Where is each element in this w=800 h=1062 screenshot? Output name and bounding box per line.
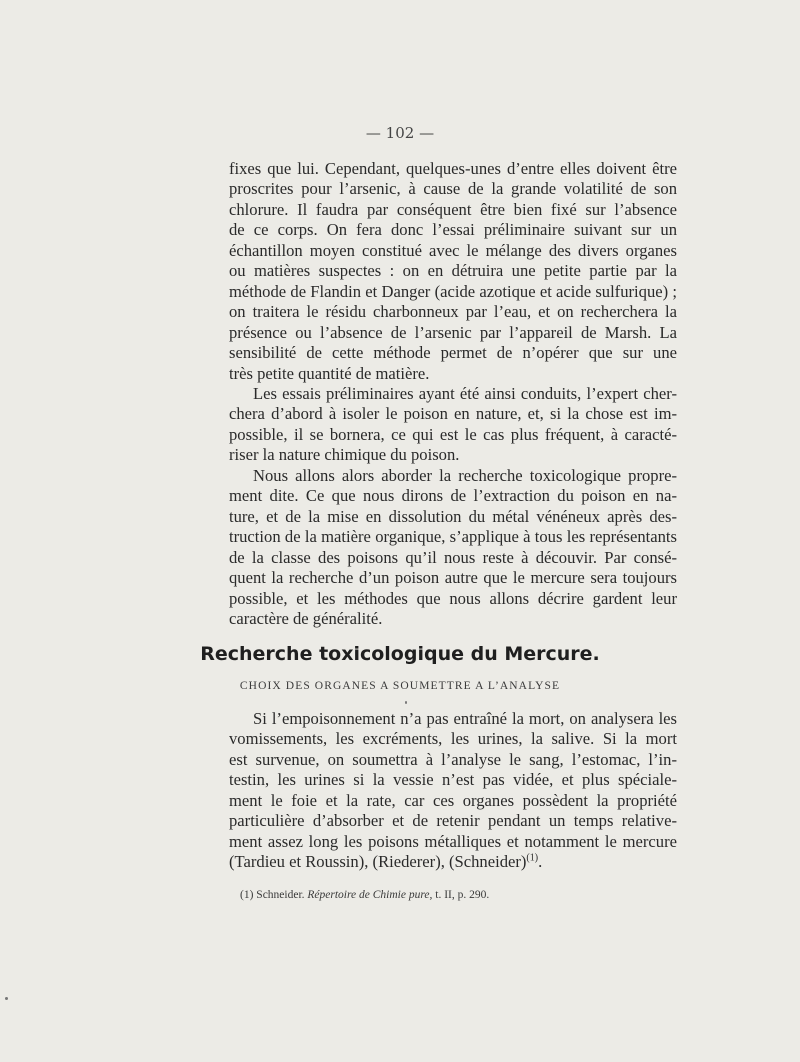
footnote (240, 889, 489, 901)
section-subheading: CHOIX DES ORGANES A SOUMETTRE A L’ANALYSE (239, 680, 561, 692)
text-line: particulière d’absorber et de retenir pendant un temps relative- (229, 811, 677, 831)
text-line: chlorure. Il faudra par conséquent être bien fixé sur l’absence (229, 199, 677, 219)
text-line: caractère de généralité. (229, 608, 383, 628)
text-line: possible, et les méthodes que nous allons décrire gardent leur (229, 588, 677, 608)
body-text-bottom (229, 709, 677, 873)
text-line-content: (Tardieu et Roussin), (Riederer), (Schneider) (229, 852, 527, 872)
text-line: truction de la matière organique, s’applique à tous les représentants (229, 527, 677, 547)
text-line: ou matières suspectes : on en détruira une petite partie par la (229, 261, 677, 281)
text-line: de ce corps. On fera donc l’essai préliminaire suivant sur un (229, 220, 677, 240)
paper-speck (405, 701, 407, 704)
text-line: riser la nature chimique du poison. (229, 445, 460, 465)
text-line-with-footnote-ref (229, 852, 677, 872)
text-line: présence ou l’absence de l’arsenic par l’appareil de Marsh. La (229, 322, 677, 342)
text-line: Nous allons alors aborder la recherche toxicologique propre- (253, 465, 677, 485)
paper-speck (5, 997, 8, 1000)
text-line: de la classe des poisons qu’il nous reste à découvir. Par consé- (229, 547, 677, 567)
text-line-period: . (538, 852, 543, 872)
text-line: ment dite. Ce que nous dirons de l’extraction du poison en na- (229, 486, 677, 506)
page-number: — 102 — (365, 124, 435, 142)
section-title: Recherche toxicologique du Mercure. (200, 643, 600, 665)
text-line: fixes que lui. Cependant, quelques-unes d’entre elles doivent être (229, 159, 677, 178)
body-text-top (229, 159, 677, 629)
text-line: méthode de Flandin et Danger (acide azotique et acide sulfurique) ; (229, 281, 677, 301)
text-line: quent la recherche d’un poison autre que le mercure sera toujours (229, 568, 677, 588)
text-line: très petite quantité de matière. (229, 363, 430, 383)
text-line: Les essais préliminaires ayant été ainsi conduits, l’expert cher- (253, 383, 677, 403)
text-line: proscrites pour l’arsenic, à cause de la grande volatilité de son (229, 179, 677, 199)
text-line: échantillon moyen constitué avec le mélange des divers organes (229, 240, 677, 260)
text-line: ment le foie et la rate, car ces organes possèdent la propriété (229, 790, 677, 810)
text-line: chera d’abord à isoler le poison en nature, et, si la chose est im- (229, 404, 677, 424)
footnote-work-title: Répertoire de Chimie pure, (307, 889, 433, 901)
footnote-reference-details: t. II, p. 290. (435, 889, 490, 901)
text-line: sensibilité de cette méthode permet de n’opérer que sur une (229, 343, 677, 363)
text-line: ment assez long les poisons métalliques et notamment le mercure (229, 831, 677, 851)
text-line: testin, les urines si la vessie n’est pas vidée, et plus spéciale- (229, 770, 677, 790)
text-line: possible, il se bornera, ce qui est le cas plus fréquent, à caracté- (229, 424, 677, 444)
text-line: ture, et de la mise en dissolution du métal vénéneux après des- (229, 506, 677, 526)
footnote-reference: (1) (526, 852, 539, 864)
footnote-author: Schneider. (256, 889, 305, 901)
text-line: on traitera le résidu charbonneux par l’eau, et on recherchera la (229, 302, 677, 322)
text-line: est survenue, on soumettra à l’analyse le sang, l’estomac, l’in- (229, 749, 677, 769)
text-line: vomissements, les excréments, les urines, la salive. Si la mort (229, 729, 677, 749)
footnote-number: (1) (240, 889, 254, 901)
text-line: Si l’empoisonnement n’a pas entraîné la mort, on analysera les (253, 709, 677, 728)
